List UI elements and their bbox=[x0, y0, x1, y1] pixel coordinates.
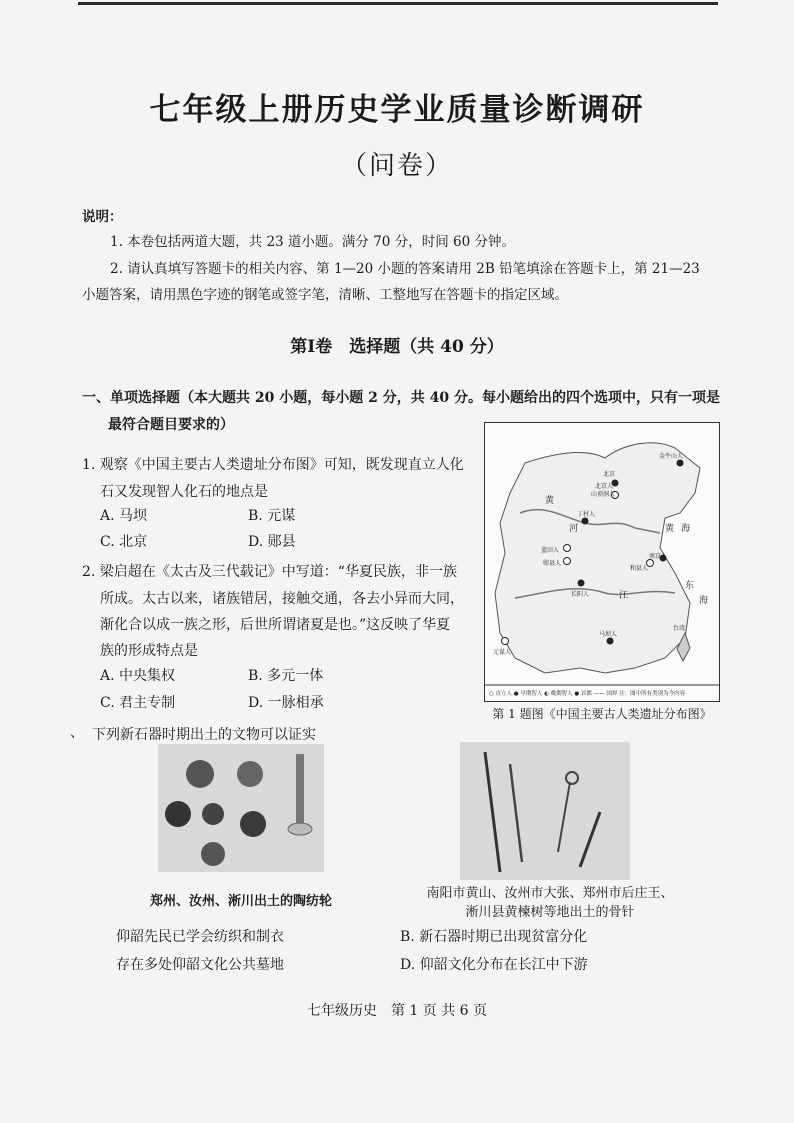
yuanmou-site-dot bbox=[502, 638, 509, 645]
bone-needle-photo bbox=[460, 742, 630, 880]
q2-option-d[interactable]: D. 一脉相承 bbox=[248, 695, 324, 711]
map-label-yuanmou: 元谋人 bbox=[493, 649, 512, 656]
q3-option-b[interactable]: B. 新石器时期已出现贫富分化 bbox=[400, 929, 588, 945]
whorl-4 bbox=[202, 803, 224, 825]
notes-heading: 说明： bbox=[82, 209, 123, 225]
map-label-donghai-2: 海 bbox=[699, 596, 709, 606]
spindle-whorl-photo bbox=[158, 744, 324, 872]
q1-option-b[interactable]: B. 元谋 bbox=[248, 508, 296, 524]
notes-line-2a: 2. 请认真填写答题卡的相关内容、第 1—20 小题的答案请用 2B 铅笔填涂在答题卡上，第 21—23 bbox=[110, 261, 700, 277]
notes-line-2b: 小题答案，请用黑色字迹的钢笔或签字笔，清晰、工整地写在答题卡的指定区域。 bbox=[82, 287, 568, 303]
part1-instruction-line2: 最符合题目要求的） bbox=[108, 417, 234, 433]
q2-stem-line1: 2. 梁启超在《太古及三代载记》中写道：“华夏民族，非一族 bbox=[82, 564, 457, 580]
whorl-2 bbox=[237, 761, 263, 787]
q1-option-a[interactable]: A. 马坝 bbox=[100, 508, 148, 524]
q3-option-a[interactable]: 仰韶先民已学会纺织和制衣 bbox=[116, 929, 284, 945]
jinniushan-site-dot bbox=[677, 460, 684, 467]
q3-stem: 下列新石器时期出土的文物可以证实 bbox=[92, 727, 316, 743]
bone-needle-illustration bbox=[460, 742, 630, 880]
whorl-1 bbox=[186, 760, 214, 788]
needle-2 bbox=[510, 764, 522, 862]
q3-option-c[interactable]: 存在多处仰韶文化公共墓地 bbox=[116, 957, 284, 973]
map-figure bbox=[484, 422, 720, 702]
page-title: 七年级上册历史学业质量诊断调研 bbox=[149, 92, 645, 128]
whorl-3 bbox=[165, 801, 191, 827]
caption-bone-needles-line1: 南阳市黄山、汝州市大张、郑州市后庄王、 bbox=[426, 886, 674, 901]
q3-option-d[interactable]: D. 仰韶文化分布在长江中下游 bbox=[400, 957, 588, 973]
q2-stem-line3: 渐化合以成一族之形，后世所谓诸夏是也。”这反映了华夏 bbox=[100, 617, 451, 633]
q2-option-a[interactable]: A. 中央集权 bbox=[100, 668, 176, 684]
q2-stem-line4: 族的形成特点是 bbox=[100, 643, 198, 659]
map-label-jinniushan: 金牛山人 bbox=[659, 453, 684, 460]
top-border-line bbox=[78, 2, 718, 5]
china-outline bbox=[495, 443, 700, 673]
q2-stem-line2: 所成。太古以来，诸族错居，接触交通，各去小异而大同， bbox=[100, 591, 464, 607]
map-label-changyang: 长阳人 bbox=[571, 591, 590, 598]
q1-option-d[interactable]: D. 郧县 bbox=[248, 534, 296, 550]
map-legend: ○ 直立人 ● 早期智人 ◐ 晚期智人 ● 首都 —— 国界 注：图中所有类别为今内容 bbox=[489, 691, 686, 697]
q1-option-c[interactable]: C. 北京 bbox=[100, 534, 148, 550]
section-heading: 第Ⅰ卷 选择题（共 40 分） bbox=[290, 337, 504, 357]
map-label-lantian: 蓝田人 bbox=[541, 547, 560, 554]
spindle-disc bbox=[288, 823, 312, 835]
map-label-nanjing: 南京人 bbox=[649, 553, 668, 560]
needle-4 bbox=[580, 812, 600, 867]
map-label-shandingdong: 山顶洞人 bbox=[591, 491, 616, 498]
q1-stem-line1: 1. 观察《中国主要古人类遗址分布图》可知，既发现直立人化 bbox=[82, 457, 464, 473]
whorl-6 bbox=[201, 842, 225, 866]
notes-line-1: 1. 本卷包括两道大题，共 23 道小题。满分 70 分，时间 60 分钟。 bbox=[110, 234, 515, 250]
map-label-he: 河 bbox=[569, 524, 579, 534]
dingcun-site-dot bbox=[582, 518, 589, 525]
needle-eye bbox=[566, 772, 578, 784]
caption-spindle-whorls: 郑州、汝州、淅川出土的陶纺轮 bbox=[149, 894, 332, 909]
maba-site-dot bbox=[607, 638, 614, 645]
map-label-beijing: 北京 bbox=[603, 471, 616, 478]
lantian-site-dot bbox=[564, 545, 571, 552]
china-map-svg bbox=[485, 423, 719, 701]
needle-1 bbox=[485, 752, 500, 872]
caption-bone-needles-line2: 淅川县黄楝树等地出土的骨针 bbox=[465, 905, 635, 920]
spindle-rod bbox=[296, 754, 304, 824]
q2-option-b[interactable]: B. 多元一体 bbox=[248, 668, 324, 684]
page-footer: 七年级历史 第 1 页 共 6 页 bbox=[306, 1003, 488, 1019]
part1-instruction-line1: 一、单项选择题（本大题共 20 小题，每小题 2 分，共 40 分。每小题给出的四个选项中，只有一项是 bbox=[82, 390, 720, 406]
page-subtitle: （问卷） bbox=[340, 151, 453, 181]
map-label-jiang: 江 bbox=[619, 591, 629, 601]
map-label-taiwan: 台湾 bbox=[673, 625, 686, 632]
whorl-5 bbox=[240, 811, 266, 837]
map-label-huanghai-2: 海 bbox=[681, 524, 691, 534]
map-label-dingcun: 丁村人 bbox=[577, 511, 596, 518]
q2-option-c[interactable]: C. 君主专制 bbox=[100, 695, 176, 711]
map-label-huang: 黄 bbox=[545, 496, 555, 506]
map-caption: 第 1 题图《中国主要古人类遗址分布图》 bbox=[492, 707, 712, 721]
needle-3 bbox=[558, 782, 570, 852]
yunxian-site-dot bbox=[564, 558, 571, 565]
map-label-beijingren: 北京人 bbox=[595, 483, 614, 490]
q3-stem-marker: 、 bbox=[70, 725, 84, 741]
map-label-huanghai-1: 黄 bbox=[665, 524, 675, 534]
spindle-whorl-illustration bbox=[158, 744, 324, 872]
map-label-hexian: 和县人 bbox=[630, 565, 649, 572]
map-label-maba: 马坝人 bbox=[599, 631, 618, 638]
map-label-donghai-1: 东 bbox=[685, 581, 695, 591]
map-label-yunxian: 郧县人 bbox=[543, 560, 562, 567]
changyang-site-dot bbox=[578, 580, 585, 587]
q1-stem-line2: 石又发现智人化石的地点是 bbox=[100, 484, 268, 500]
